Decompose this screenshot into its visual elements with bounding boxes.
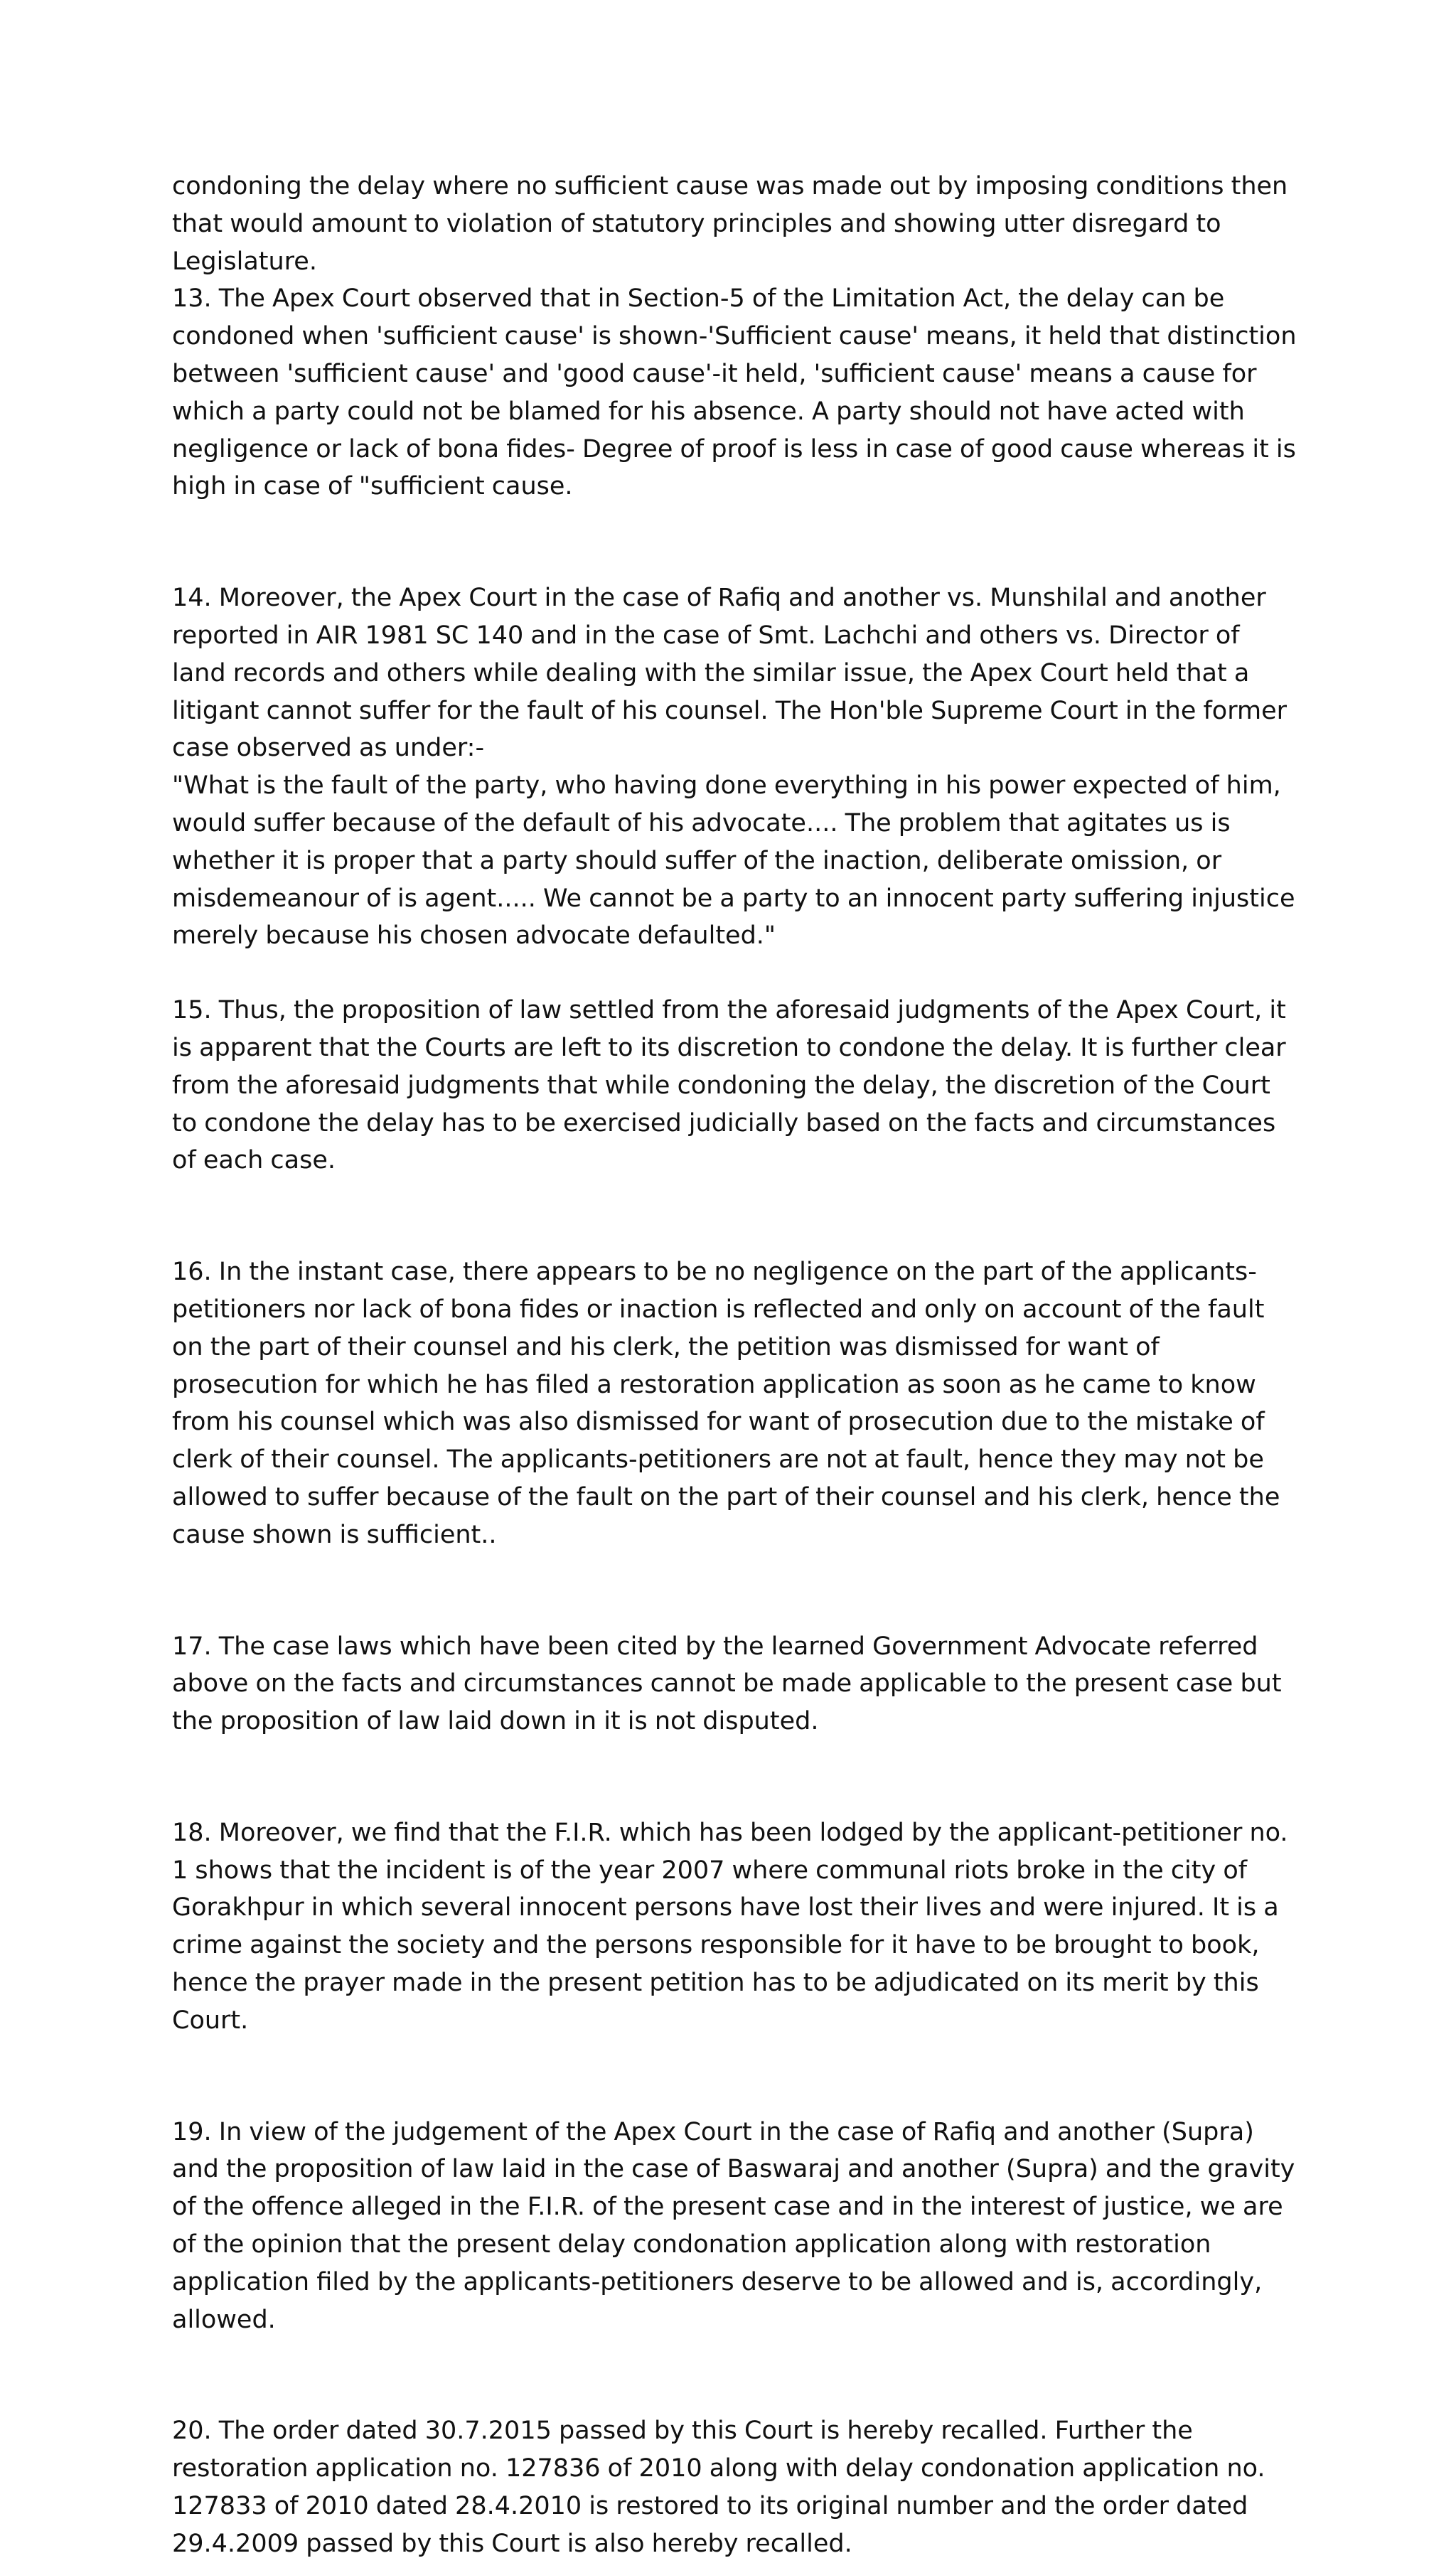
paragraph-14: 14. Moreover, the Apex Court in the case of Rafiq and another vs. Munshilal and another reported in AIR 1981 SC 140 and in the case of Smt. Lachchi and others vs. Director of land records and others while dealing with the similar issue, the Apex Court held that a litigant cannot suffer for the fault of his counsel. The Hon'ble Supreme Court in the former case observed as under:- — [172, 584, 1287, 763]
document-page — [172, 168, 1299, 2563]
paragraph-spacer — [172, 1554, 1299, 1628]
paragraph-spacer — [172, 2338, 1299, 2412]
paragraph-spacer — [172, 2040, 1299, 2114]
paragraph-13: 13. The Apex Court observed that in Section-5 of the Limitation Act, the delay can be condoned when 'sufficient cause' is shown-'Sufficient cause' means, it held that distinction between 'sufficient cause' and 'good cause'-it held, 'sufficient cause' means a cause for which a party could not be blamed for his absence. A party should not have acted with negligence or lack of bona fides- Degree of proof is less in case of good cause whereas it is high in case of "sufficient cause. — [172, 284, 1297, 501]
paragraph-15: 15. Thus, the proposition of law settled from the aforesaid judgments of the Apex Court, it is apparent that the Courts are left to its discretion to condone the delay. It is further clear from the aforesaid judgments that while condoning the delay, the discretion of the Court to condone the delay has to be exercised judicially based on the facts and circumstances of each case. — [172, 996, 1286, 1175]
paragraph-17: 17. The case laws which have been cited by the learned Government Advocate referred above on the facts and circumstances cannot be made applicable to the present case but the proposition of law laid down in it is not disputed. — [172, 1632, 1282, 1736]
paragraph-spacer — [172, 1740, 1299, 1814]
paragraph-spacer — [172, 955, 1299, 992]
paragraph-14-quote: "What is the fault of the party, who having done everything in his power expected of him, would suffer because of the default of his advocate.... The problem that agitates us is whether it is proper that a party should suffer of the inaction, deliberate omission, or misdemeanour of is agent..... We cannot be a party to an innocent party suffering injustice merely because his chosen advocate defaulted." — [172, 771, 1295, 951]
paragraph-12-continuation: condoning the delay where no sufficient cause was made out by imposing conditions then that would amount to violation of statutory principles and showing utter disregard to Legislature. — [172, 172, 1288, 276]
paragraph-19: 19. In view of the judgement of the Apex Court in the case of Rafiq and another (Supra) and the proposition of law laid in the case of Baswaraj and another (Supra) and the gravity of the offence alleged in the F.I.R. of the present case and in the interest of justice, we are of the opinion that the present delay condonation application along with restoration application filed by the applicants-petitioners deserve to be allowed and is, accordingly, allowed. — [172, 2117, 1295, 2334]
paragraph-spacer — [172, 1179, 1299, 1253]
paragraph-18: 18. Moreover, we find that the F.I.R. which has been lodged by the applicant-petitioner no. 1 shows that the incident is of the year 2007 where communal riots broke in the city of Gorakhpur in which several innocent persons have lost their lives and were injured. It is a crime against the society and the persons responsible for it have to be brought to book, hence the prayer made in the present petition has to be adjudicated on its merit by this Court. — [172, 1818, 1288, 2035]
paragraph-20: 20. The order dated 30.7.2015 passed by this Court is hereby recalled. Further the restoration application no. 127836 of 2010 along with delay condonation application no. 127833 of 2010 dated 28.4.2010 is restored to its original number and the order dated 29.4.2009 passed by this Court is also hereby recalled. — [172, 2417, 1265, 2558]
paragraph-spacer — [172, 505, 1299, 579]
paragraph-16: 16. In the instant case, there appears to be no negligence on the part of the applicants-petitioners nor lack of bona fides or inaction is reflected and only on account of the fault on the part of their counsel and his clerk, the petition was dismissed for want of prosecution for which he has filed a restoration application as soon as he came to know from his counsel which was also dismissed for want of prosecution due to the mistake of clerk of their counsel. The applicants-petitioners are not at fault, hence they may not be allowed to suffer because of the fault on the part of their counsel and his clerk, hence the cause shown is sufficient.. — [172, 1258, 1280, 1549]
